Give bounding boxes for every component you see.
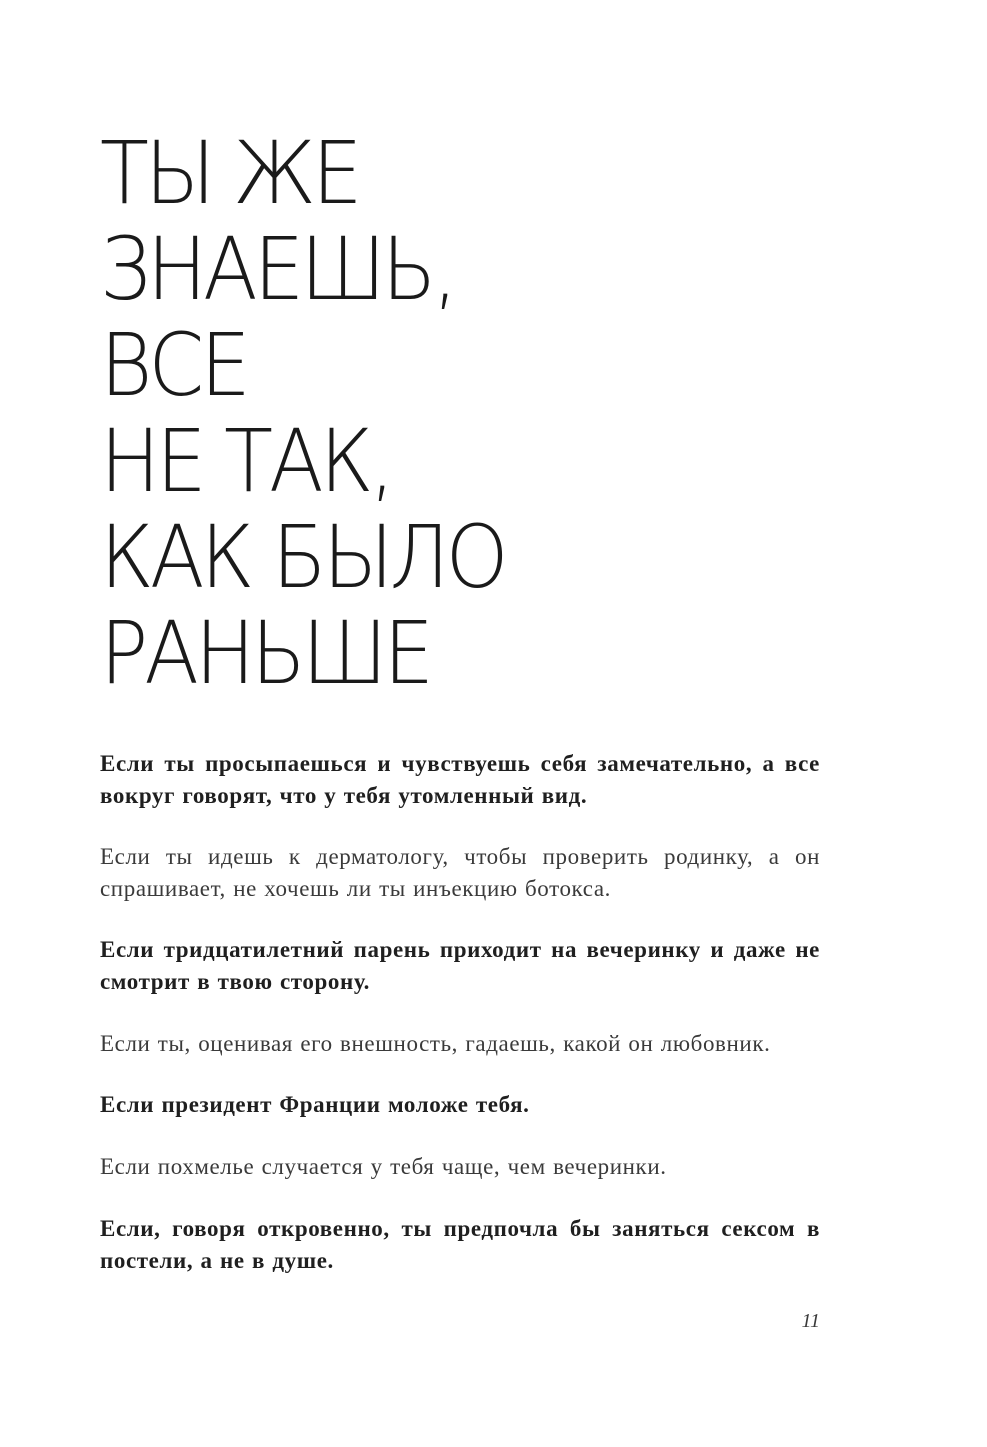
paragraph-6: Если похмелье случается у тебя чаще, чем вечеринки. <box>100 1154 667 1179</box>
paragraph-4: Если ты, оценивая его внешность, гадаешь, какой он любовник. <box>100 1031 771 1056</box>
paragraph-2: Если ты идешь к дерматологу, чтобы проверить родинку, а он спрашивает, не хочешь ли ты инъекцию ботокса. <box>100 844 820 901</box>
chapter-title-line-2: ЗНАЕШЬ, <box>100 219 455 320</box>
chapter-title <box>100 122 505 704</box>
body-text <box>100 748 820 1273</box>
paragraph-7: Если, говоря откровенно, ты предпочла бы заняться сексом в постели, а не в душе. <box>100 1216 820 1273</box>
chapter-title-line-3: ВСЕ <box>100 315 247 416</box>
chapter-title-line-1: ТЫ ЖЕ <box>100 123 359 224</box>
paragraph-3: Если тридцатилетний парень приходит на вечеринку и даже не смотрит в твою сторону. <box>100 937 820 994</box>
paragraph-1: Если ты просыпаешься и чувствуешь себя замечательно, а все вокруг говорят, что у тебя утомленный вид. <box>100 751 820 808</box>
chapter-title-line-4: НЕ ТАК, <box>100 411 392 512</box>
chapter-title-line-6: РАНЬШЕ <box>100 603 430 704</box>
chapter-title-line-5: КАК БЫЛО <box>100 507 505 608</box>
page-number: 11 <box>801 1310 820 1332</box>
paragraph-5: Если президент Франции моложе тебя. <box>100 1092 530 1117</box>
